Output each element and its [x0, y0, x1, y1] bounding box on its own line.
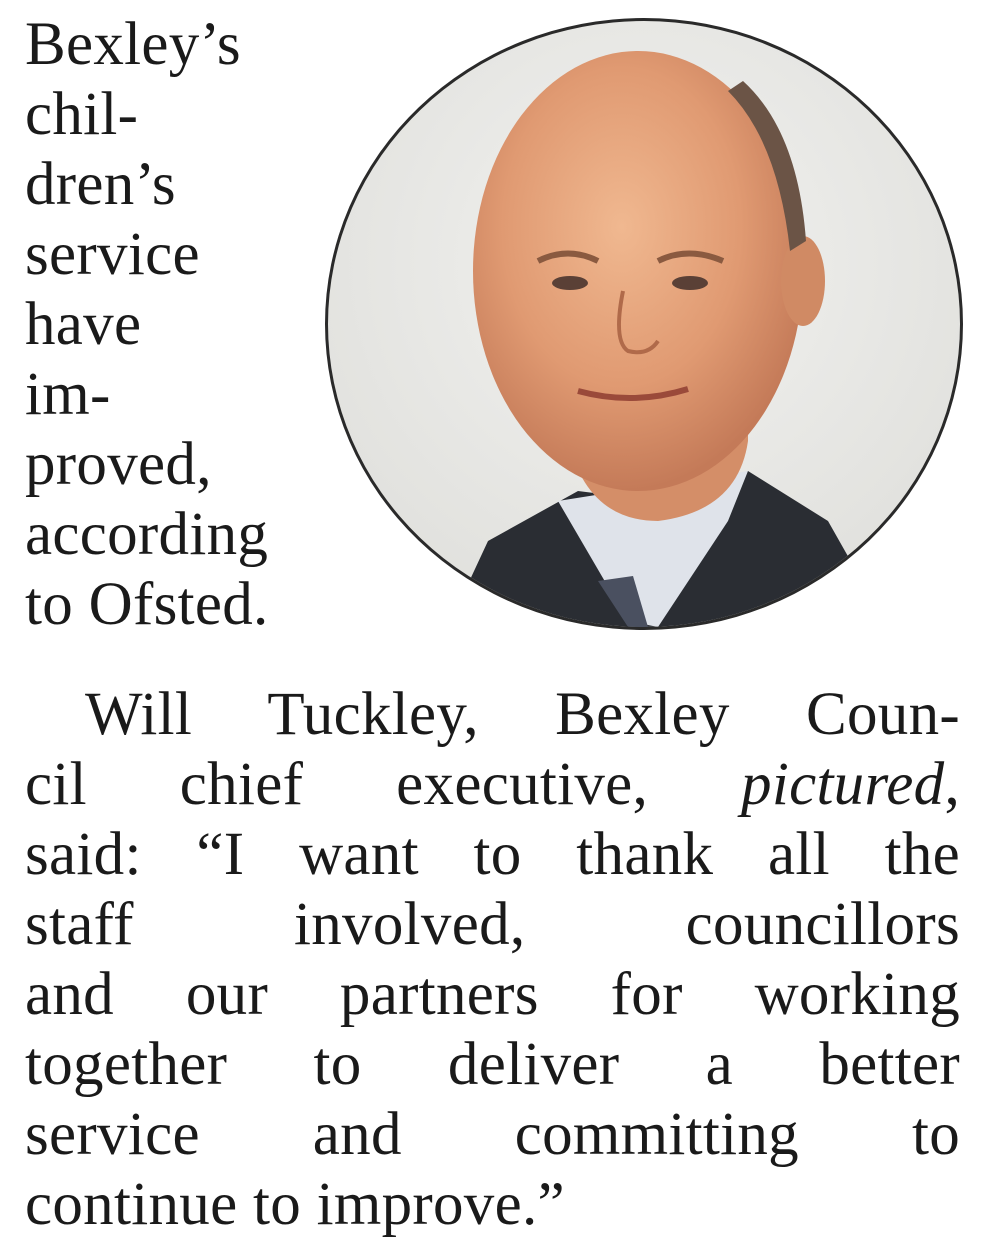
text-line: chil-: [25, 81, 139, 148]
text-line: [85, 680, 960, 750]
text-span: and our partners for working: [25, 961, 960, 1028]
text-line: [25, 1170, 960, 1240]
text-line: im-: [25, 361, 111, 428]
text-line: [25, 820, 960, 890]
text-span: said: “I want to thank all the: [25, 821, 960, 888]
text-line: service: [25, 221, 200, 288]
text-span: staff involved, councillors: [25, 891, 960, 958]
text-line: [25, 960, 960, 1030]
text-line: [25, 750, 960, 820]
text-line: dren’s: [25, 151, 176, 218]
text-line: to Ofsted.: [25, 571, 269, 638]
text-line: according: [25, 501, 269, 568]
text-line: [25, 1100, 960, 1170]
text-line: [25, 1030, 960, 1100]
text-line: Bexley’s: [25, 11, 241, 78]
text-line: have: [25, 291, 142, 358]
text-line: proved,: [25, 431, 212, 498]
text-span: together to deliver a better: [25, 1031, 960, 1098]
emphasis-text: pictured: [741, 751, 945, 818]
text-span: ,: [944, 751, 960, 818]
portrait-photo: [325, 18, 963, 630]
text-span: service and committing to: [25, 1101, 960, 1168]
text-span: Will Tuckley, Bexley Coun-: [85, 681, 960, 748]
text-line: [25, 890, 960, 960]
text-span: cil chief executive,: [25, 751, 742, 818]
text-span: continue to improve.”: [25, 1171, 565, 1238]
